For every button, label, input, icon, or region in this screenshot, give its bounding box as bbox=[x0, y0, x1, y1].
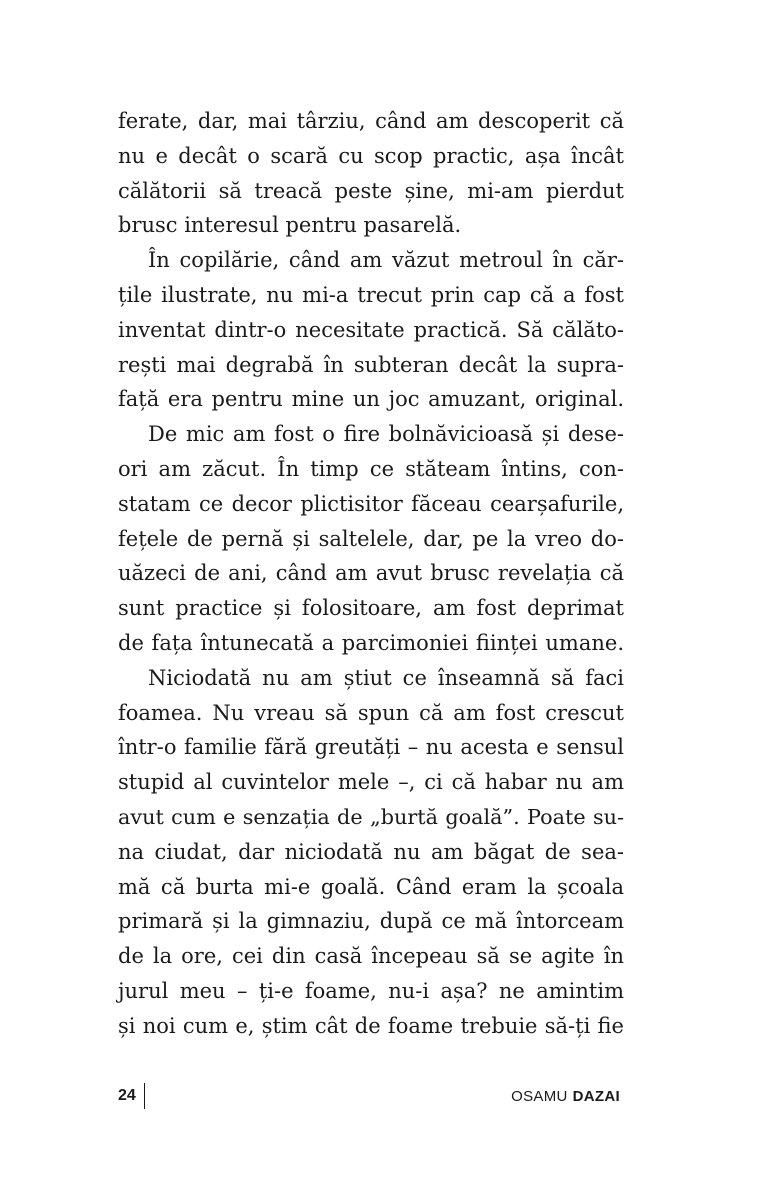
text-line: stupid al cuvintelor mele –, ci că habar nu am bbox=[118, 770, 624, 795]
text-line: uăzeci de ani, când am avut brusc revelația că bbox=[118, 561, 624, 586]
page-footer-left bbox=[118, 1083, 145, 1109]
text-line: călătorii să treacă peste șine, mi-am pierdut bbox=[118, 178, 624, 203]
text-line: inventat dintr-o necesitate practică. Să călăto- bbox=[118, 317, 624, 342]
text-line: de la ore, cei din casă începeau să se agite în bbox=[118, 944, 624, 969]
text-line: De mic am fost o fire bolnăvicioasă și dese- bbox=[148, 422, 624, 447]
text-line: și noi cum e, știm cât de foame trebuie să-ți fie bbox=[118, 1013, 624, 1038]
footer-divider bbox=[144, 1083, 146, 1109]
text-line: sunt practice și folositoare, am fost deprimat bbox=[118, 596, 624, 621]
page-number: 24 bbox=[118, 1087, 136, 1104]
text-line: avut cum e senzația de „burtă goală”. Poate su- bbox=[118, 804, 624, 829]
text-line: foamea. Nu vreau să spun că am fost crescut bbox=[118, 700, 624, 725]
text-line: jurul meu – ți-e foame, nu-i așa? ne amintim bbox=[118, 978, 624, 1003]
text-line: într-o familie fără greutăți – nu acesta e sensul bbox=[118, 735, 624, 760]
text-line: față era pentru mine un joc amuzant, original. bbox=[118, 387, 624, 412]
author-first-name: OSAMU bbox=[511, 1087, 568, 1105]
text-line: na ciudat, dar niciodată nu am băgat de sea- bbox=[118, 839, 624, 864]
text-line: ori am zăcut. În timp ce stăteam întins, con- bbox=[118, 456, 624, 481]
text-line: ferate, dar, mai târziu, când am descoperit că bbox=[118, 109, 624, 133]
text-line: nu e decât o scară cu scop practic, așa încât bbox=[118, 143, 624, 168]
body-text bbox=[118, 104, 624, 1044]
text-line: de fața întunecată a parcimoniei ființei umane. bbox=[118, 630, 624, 655]
running-footer-author bbox=[511, 1083, 620, 1109]
text-line: mă că burta mi-e goală. Când eram la școala bbox=[118, 874, 624, 899]
text-line: țile ilustrate, nu mi-a trecut prin cap că a fost bbox=[118, 282, 624, 307]
text-line: rești mai degrabă în subteran decât la supra- bbox=[118, 352, 624, 377]
text-line: brusc interesul pentru pasarelă. bbox=[118, 213, 462, 238]
text-line: statam ce decor plictisitor făceau cearșafurile, bbox=[118, 491, 624, 516]
text-line: În copilărie, când am văzut metroul în căr- bbox=[148, 248, 624, 273]
text-line: fețele de pernă și saltelele, dar, pe la vreo do- bbox=[118, 526, 624, 551]
text-line: primară și la gimnaziu, după ce mă întorceam bbox=[118, 909, 624, 934]
author-last-name: DAZAI bbox=[572, 1087, 620, 1105]
text-line: Niciodată nu am știut ce înseamnă să faci bbox=[148, 665, 624, 690]
